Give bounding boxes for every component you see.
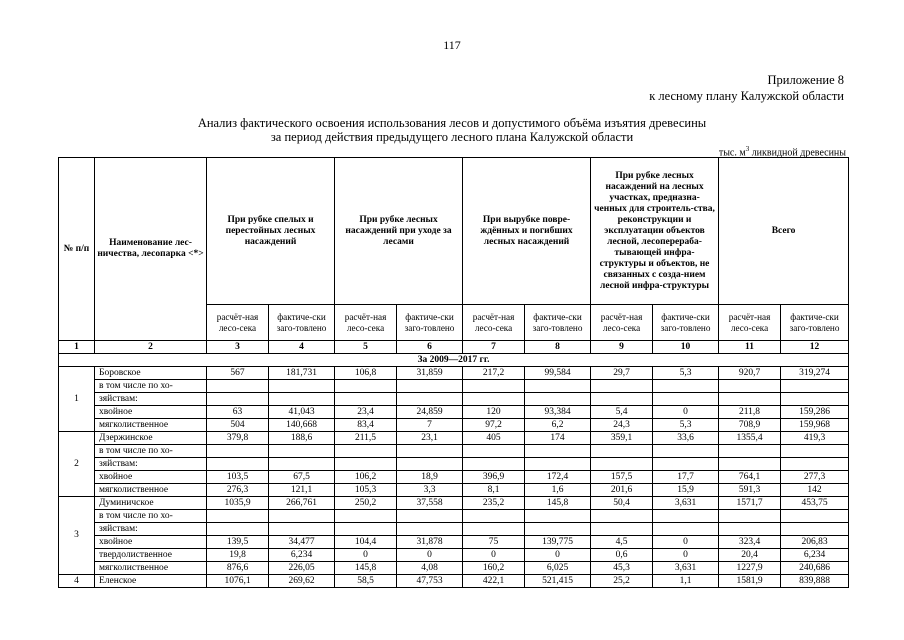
value-cell (781, 458, 849, 471)
value-cell (269, 445, 335, 458)
forestry-name-cell: мягколиственное (95, 562, 207, 575)
value-cell (591, 393, 653, 406)
subheader-calc: расчёт-ная лесо-сека (463, 305, 525, 341)
value-cell: 359,1 (591, 432, 653, 445)
forestry-name-cell: зяйствам: (95, 393, 207, 406)
value-cell: 20,4 (719, 549, 781, 562)
value-cell: 1571,7 (719, 497, 781, 510)
table-row (59, 471, 849, 484)
forestry-name-cell: Еленское (95, 575, 207, 588)
title-line-2: за период действия предыдущего лесного плана Калужской области (270, 130, 634, 144)
value-cell: 172,4 (525, 471, 591, 484)
value-cell (781, 510, 849, 523)
value-cell (207, 510, 269, 523)
value-cell: 29,7 (591, 367, 653, 380)
forestry-name-cell: хвойное (95, 471, 207, 484)
value-cell (397, 393, 463, 406)
value-cell: 41,043 (269, 406, 335, 419)
value-cell: 266,761 (269, 497, 335, 510)
value-cell: 23,1 (397, 432, 463, 445)
value-cell: 17,7 (653, 471, 719, 484)
value-cell: 37,558 (397, 497, 463, 510)
value-cell: 145,8 (525, 497, 591, 510)
column-number-cell: 3 (207, 341, 269, 354)
table-row (59, 393, 849, 406)
value-cell: 1076,1 (207, 575, 269, 588)
value-cell: 839,888 (781, 575, 849, 588)
value-cell: 23,4 (335, 406, 397, 419)
value-cell: 0 (335, 549, 397, 562)
value-cell: 157,5 (591, 471, 653, 484)
value-cell: 1581,9 (719, 575, 781, 588)
value-cell: 139,5 (207, 536, 269, 549)
value-cell (719, 393, 781, 406)
value-cell: 269,62 (269, 575, 335, 588)
column-number-cell: 7 (463, 341, 525, 354)
value-cell: 181,731 (269, 367, 335, 380)
value-cell: 422,1 (463, 575, 525, 588)
document-title (0, 116, 904, 144)
row-index: 4 (59, 575, 95, 588)
column-number-cell: 12 (781, 341, 849, 354)
value-cell: 3,631 (653, 497, 719, 510)
value-cell: 97,2 (463, 419, 525, 432)
value-cell (463, 523, 525, 536)
units-superscript: 3 (745, 145, 750, 153)
value-cell: 0 (653, 549, 719, 562)
units-prefix: тыс. м (718, 147, 746, 159)
value-cell (269, 380, 335, 393)
value-cell: 99,584 (525, 367, 591, 380)
row-index: 3 (59, 497, 95, 575)
table-row (59, 367, 849, 380)
value-cell: 206,83 (781, 536, 849, 549)
value-cell: 19,8 (207, 549, 269, 562)
value-cell (269, 393, 335, 406)
forestry-name-cell: в том числе по хо- (95, 380, 207, 393)
value-cell (207, 445, 269, 458)
value-cell (591, 523, 653, 536)
subheader-fact: фактиче-ски заго-товлено (397, 305, 463, 341)
value-cell (269, 523, 335, 536)
value-cell (463, 380, 525, 393)
value-cell (525, 510, 591, 523)
value-cell: 0 (653, 406, 719, 419)
column-number-cell: 9 (591, 341, 653, 354)
appendix-line-2: к лесному плану Калужской области (649, 89, 844, 103)
header-care-felling: При рубке лесных насаждений при уходе за лесами (335, 158, 463, 305)
forestry-name-cell: Дзержинское (95, 432, 207, 445)
value-cell: 6,2 (525, 419, 591, 432)
value-cell: 453,75 (781, 497, 849, 510)
value-cell: 15,9 (653, 484, 719, 497)
header-total: Всего (719, 158, 849, 305)
value-cell: 3,3 (397, 484, 463, 497)
header-construction-felling: При рубке лесных насаждений на лесных участках, предназна-ченных для строитель-ства, реконструкции и эксплуатации объектов лесной, лесоперераба-тывающей инфра-структуры и объектов, не связанных с созда-нием лесной инфра-структуры (591, 158, 719, 305)
value-cell: 217,2 (463, 367, 525, 380)
value-cell: 24,3 (591, 419, 653, 432)
value-cell (781, 445, 849, 458)
value-cell: 24,859 (397, 406, 463, 419)
units-suffix: ликвидной древесины (749, 147, 846, 159)
value-cell: 323,4 (719, 536, 781, 549)
value-cell: 18,9 (397, 471, 463, 484)
value-cell: 121,1 (269, 484, 335, 497)
table-row (59, 510, 849, 523)
subheader-calc: расчёт-ная лесо-сека (719, 305, 781, 341)
value-cell: 277,3 (781, 471, 849, 484)
table-row (59, 380, 849, 393)
table-row (59, 549, 849, 562)
value-cell: 521,415 (525, 575, 591, 588)
subheader-calc: расчёт-ная лесо-сека (591, 305, 653, 341)
value-cell: 0 (463, 549, 525, 562)
table-row (59, 445, 849, 458)
forestry-name-cell: твердолиственное (95, 549, 207, 562)
value-cell (397, 380, 463, 393)
value-cell: 160,2 (463, 562, 525, 575)
value-cell (653, 380, 719, 393)
value-cell: 145,8 (335, 562, 397, 575)
forestry-name-cell: Боровское (95, 367, 207, 380)
header-row-groups (59, 158, 849, 305)
table-row (59, 523, 849, 536)
period-row (59, 354, 849, 367)
value-cell: 50,4 (591, 497, 653, 510)
value-cell: 142 (781, 484, 849, 497)
value-cell: 5,4 (591, 406, 653, 419)
value-cell: 25,2 (591, 575, 653, 588)
value-cell: 159,968 (781, 419, 849, 432)
column-number-cell: 6 (397, 341, 463, 354)
column-number-cell: 8 (525, 341, 591, 354)
value-cell: 201,6 (591, 484, 653, 497)
header-number: № п/п (59, 158, 95, 341)
title-line-1: Анализ фактического освоения использования лесов и допустимого объёма изъятия древесины (197, 116, 707, 130)
value-cell: 140,668 (269, 419, 335, 432)
value-cell: 31,859 (397, 367, 463, 380)
appendix-line-1: Приложение 8 (767, 73, 844, 87)
value-cell (591, 380, 653, 393)
value-cell (269, 458, 335, 471)
value-cell: 93,384 (525, 406, 591, 419)
value-cell: 188,6 (269, 432, 335, 445)
value-cell (463, 445, 525, 458)
value-cell: 47,753 (397, 575, 463, 588)
value-cell: 319,274 (781, 367, 849, 380)
value-cell (207, 458, 269, 471)
column-numbers-row (59, 341, 849, 354)
value-cell: 379,8 (207, 432, 269, 445)
table-row (59, 406, 849, 419)
value-cell: 235,2 (463, 497, 525, 510)
value-cell: 6,025 (525, 562, 591, 575)
value-cell: 7 (397, 419, 463, 432)
value-cell: 5,3 (653, 367, 719, 380)
value-cell (207, 393, 269, 406)
column-number-cell: 1 (59, 341, 95, 354)
subheader-fact: фактиче-ски заго-товлено (525, 305, 591, 341)
value-cell: 4,08 (397, 562, 463, 575)
value-cell (269, 510, 335, 523)
value-cell: 45,3 (591, 562, 653, 575)
value-cell: 63 (207, 406, 269, 419)
value-cell (463, 510, 525, 523)
value-cell: 106,8 (335, 367, 397, 380)
value-cell: 211,8 (719, 406, 781, 419)
value-cell: 1,1 (653, 575, 719, 588)
column-number-cell: 4 (269, 341, 335, 354)
value-cell: 105,3 (335, 484, 397, 497)
forestry-name-cell: мягколиственное (95, 419, 207, 432)
value-cell (719, 445, 781, 458)
value-cell: 67,5 (269, 471, 335, 484)
value-cell (335, 445, 397, 458)
forestry-name-cell: зяйствам: (95, 458, 207, 471)
value-cell: 159,286 (781, 406, 849, 419)
value-cell (463, 458, 525, 471)
forestry-name-cell: мягколиственное (95, 484, 207, 497)
value-cell (653, 445, 719, 458)
value-cell (397, 510, 463, 523)
column-number-cell: 5 (335, 341, 397, 354)
value-cell (653, 458, 719, 471)
forestry-name-cell: Думиничское (95, 497, 207, 510)
value-cell: 104,4 (335, 536, 397, 549)
table-row (59, 419, 849, 432)
value-cell: 34,477 (269, 536, 335, 549)
value-cell: 591,3 (719, 484, 781, 497)
table-row (59, 562, 849, 575)
value-cell (525, 393, 591, 406)
table-row (59, 432, 849, 445)
value-cell (397, 523, 463, 536)
period-label: За 2009—2017 гг. (59, 354, 849, 367)
value-cell (591, 445, 653, 458)
subheader-fact: фактиче-ски заго-товлено (781, 305, 849, 341)
subheader-calc: расчёт-ная лесо-сека (335, 305, 397, 341)
column-number-cell: 11 (719, 341, 781, 354)
value-cell: 504 (207, 419, 269, 432)
value-cell (335, 393, 397, 406)
value-cell (781, 393, 849, 406)
value-cell (335, 510, 397, 523)
value-cell (781, 523, 849, 536)
appendix-heading (649, 72, 844, 104)
value-cell: 876,6 (207, 562, 269, 575)
forestry-name-cell: в том числе по хо- (95, 445, 207, 458)
value-cell: 174 (525, 432, 591, 445)
value-cell: 83,4 (335, 419, 397, 432)
header-forestry-name: Наименование лес-ничества, лесопарка <*> (95, 158, 207, 341)
harvest-analysis-table (58, 157, 849, 588)
value-cell: 5,3 (653, 419, 719, 432)
value-cell: 240,686 (781, 562, 849, 575)
value-cell: 1035,9 (207, 497, 269, 510)
value-cell: 250,2 (335, 497, 397, 510)
value-cell: 211,5 (335, 432, 397, 445)
header-damaged-felling: При вырубке повре-ждённых и погибших лесных насаждений (463, 158, 591, 305)
row-index: 1 (59, 367, 95, 432)
value-cell: 33,6 (653, 432, 719, 445)
value-cell: 1,6 (525, 484, 591, 497)
table-row (59, 458, 849, 471)
value-cell (335, 458, 397, 471)
column-number-cell: 2 (95, 341, 207, 354)
subheader-fact: фактиче-ски заго-товлено (653, 305, 719, 341)
value-cell (397, 458, 463, 471)
value-cell: 120 (463, 406, 525, 419)
value-cell: 139,775 (525, 536, 591, 549)
value-cell: 0 (653, 536, 719, 549)
table-row (59, 497, 849, 510)
value-cell (335, 523, 397, 536)
value-cell: 8,1 (463, 484, 525, 497)
table-row (59, 484, 849, 497)
page-number: 117 (443, 38, 461, 52)
value-cell (207, 523, 269, 536)
value-cell (653, 523, 719, 536)
value-cell (719, 380, 781, 393)
value-cell: 106,2 (335, 471, 397, 484)
value-cell: 31,878 (397, 536, 463, 549)
value-cell (591, 510, 653, 523)
column-number-cell: 10 (653, 341, 719, 354)
table-row (59, 575, 849, 588)
value-cell: 567 (207, 367, 269, 380)
value-cell: 0,6 (591, 549, 653, 562)
value-cell: 58,5 (335, 575, 397, 588)
value-cell: 1355,4 (719, 432, 781, 445)
forestry-name-cell: в том числе по хо- (95, 510, 207, 523)
value-cell: 396,9 (463, 471, 525, 484)
value-cell: 920,7 (719, 367, 781, 380)
value-cell: 103,5 (207, 471, 269, 484)
value-cell: 4,5 (591, 536, 653, 549)
value-cell: 6,234 (781, 549, 849, 562)
value-cell: 276,3 (207, 484, 269, 497)
value-cell: 708,9 (719, 419, 781, 432)
value-cell (525, 523, 591, 536)
value-cell (463, 393, 525, 406)
value-cell (525, 380, 591, 393)
value-cell: 226,05 (269, 562, 335, 575)
value-cell (397, 445, 463, 458)
value-cell: 419,3 (781, 432, 849, 445)
header-mature-felling: При рубке спелых и перестойных лесных насаждений (207, 158, 335, 305)
value-cell: 6,234 (269, 549, 335, 562)
table-row (59, 536, 849, 549)
value-cell: 764,1 (719, 471, 781, 484)
forestry-name-cell: хвойное (95, 406, 207, 419)
value-cell (781, 380, 849, 393)
value-cell: 0 (525, 549, 591, 562)
value-cell: 3,631 (653, 562, 719, 575)
value-cell (653, 393, 719, 406)
value-cell (719, 523, 781, 536)
value-cell (653, 510, 719, 523)
forestry-name-cell: хвойное (95, 536, 207, 549)
value-cell (525, 445, 591, 458)
value-cell: 1227,9 (719, 562, 781, 575)
value-cell (719, 458, 781, 471)
subheader-fact: фактиче-ски заго-товлено (269, 305, 335, 341)
value-cell: 405 (463, 432, 525, 445)
value-cell (525, 458, 591, 471)
value-cell (207, 380, 269, 393)
forestry-name-cell: зяйствам: (95, 523, 207, 536)
value-cell (335, 380, 397, 393)
value-cell: 75 (463, 536, 525, 549)
value-cell: 0 (397, 549, 463, 562)
row-index: 2 (59, 432, 95, 497)
value-cell (591, 458, 653, 471)
value-cell (719, 510, 781, 523)
subheader-calc: расчёт-ная лесо-сека (207, 305, 269, 341)
